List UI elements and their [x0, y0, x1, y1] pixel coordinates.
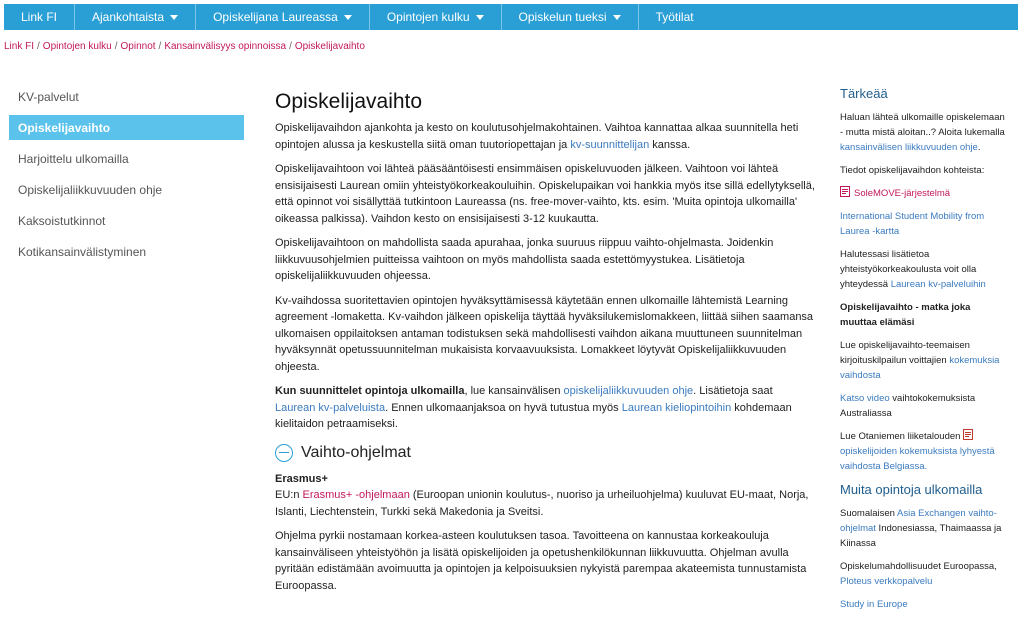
caret-down-icon [170, 15, 178, 20]
sidebar-heading-muita-opintoja: Muita opintoja ulkomailla [840, 482, 983, 497]
aside-text: Lue Otaniemen liiketalouden [840, 431, 964, 442]
aside-item [840, 597, 1005, 612]
aside-item [840, 110, 1005, 155]
belgium-stories-link[interactable]: opiskelijoiden kokemuksista lyhyestä vaihdosta Belgiassa. [840, 446, 995, 472]
kv-services-link[interactable]: Laurean kv-palveluista [275, 401, 386, 414]
caret-down-icon [613, 15, 621, 20]
aside-item [840, 186, 1005, 201]
breadcrumb-link-fi[interactable]: Link FI [4, 41, 35, 52]
nav-item-label: Opintojen kulku [386, 10, 470, 24]
nav-item-ajankohtaista[interactable] [75, 4, 196, 30]
paragraph-text: (Euroopan unionin koulutus-, nuoriso ja urheiluohjelma) kuuluvat EU-maat, Norja, Islanti, Liechtenstein, Turkki sekä Makedonia ja Sveitsi. [275, 489, 809, 518]
sidebar-item-opiskelijavaihto[interactable]: Opiskelijavaihto [9, 115, 244, 140]
right-sidebar [840, 86, 1005, 620]
nav-item-tyotilat[interactable] [639, 4, 711, 30]
erasmus-program-link[interactable]: Erasmus+ -ohjelmaan [302, 489, 410, 501]
paragraph-text: . Ennen ulkomaanjaksoa on hyvä tutustua myös [385, 401, 622, 414]
kv-suunnittelija-link[interactable]: kv-suunnittelijan [570, 138, 650, 151]
page-title: Opiskelijavaihto [275, 90, 423, 113]
breadcrumb-separator: / [114, 41, 118, 52]
aside-item: Tiedot opiskelijavaihdon kohteista: [840, 165, 985, 176]
aside-subheading: Opiskelijavaihto - matka joka muuttaa elämäsi [840, 302, 971, 328]
aside-item [840, 429, 1005, 474]
nav-item-link-fi[interactable] [4, 4, 75, 30]
aside-text: Lue opiskelijavaihto-teemaisen kirjoituskilpailun voittajien [840, 340, 970, 366]
sidebar-item-opiskelijaliikkuvuuden-ohje[interactable]: Opiskelijaliikkuvuuden ohje [18, 182, 163, 197]
section-heading-vaihto-ohjelmat[interactable] [275, 443, 815, 463]
nav-item-label: Työtilat [655, 10, 694, 24]
asia-exchange-link[interactable]: Asia Exchangen vaihto-ohjelmat [840, 508, 997, 534]
breadcrumb-separator: / [158, 41, 162, 52]
nav-item-label: Opiskelun tueksi [518, 10, 607, 24]
aside-text: vaihtokokemuksista Australiassa [840, 393, 976, 419]
document-icon [840, 186, 850, 197]
document-icon [963, 429, 973, 440]
paragraph-text: . Lisätietoja saat [693, 385, 773, 397]
watch-video-link[interactable]: Katso video [840, 393, 890, 404]
nav-item-label: Opiskelijana Laureassa [213, 10, 338, 24]
breadcrumb-separator: / [289, 41, 292, 52]
sidebar-item-kaksoistutkinnot[interactable]: Kaksoistutkinnot [18, 213, 106, 228]
top-navigation [4, 4, 1018, 30]
aside-item [840, 391, 1005, 421]
aside-text: Haluan lähteä ulkomaille opiskelemaan - mutta mistä aloitan..? Aloita lukemalla [840, 112, 1005, 138]
caret-down-icon [344, 15, 352, 20]
aside-item [840, 209, 1005, 239]
aside-text: Opiskelumahdollisuudet Euroopassa, [840, 561, 997, 572]
ploteus-link[interactable]: Ploteus verkkopalvelu [840, 576, 933, 587]
aside-text: Suomalaisen [840, 508, 898, 519]
sidebar-item-harjoittelu-ulkomailla[interactable]: Harjoittelu ulkomailla [18, 151, 129, 166]
mobility-guide-link[interactable]: opiskelijaliikkuvuuden ohje [563, 385, 694, 397]
aside-text: Halutessasi lisätietoa yhteistyökorkeakoulusta voit olla yhteydessä [840, 249, 977, 290]
collapse-minus-icon[interactable] [275, 444, 293, 462]
kv-services-aside-link[interactable]: Laurean kv-palveluihin [890, 279, 986, 290]
breadcrumb [4, 41, 365, 52]
breadcrumb-opinnot[interactable]: Opinnot [120, 41, 156, 52]
sidebar-item-kv-palvelut[interactable]: KV-palvelut [18, 89, 79, 104]
section-title: Vaihto-ohjelmat [301, 443, 411, 461]
paragraph-text: kohdemaan kielitaidon petraamiseksi. [275, 401, 792, 430]
sidebar-item-kotikansainvalistyminen[interactable]: Kotikansainvälistyminen [18, 244, 147, 259]
solemove-link[interactable]: SoleMOVE-järjestelmä [854, 188, 951, 199]
aside-text: Indonesiassa, Thaimaassa ja Kiinassa [840, 523, 1002, 549]
paragraph-exchange-timing: Opiskelijavaihtoon voi lähteä pääsääntöisesti ensimmäisen opiskeluvuoden jälkeen. Vaihtoon voi lähteä ensisijaisesti Laurean omiin yhteistyökorkeakouluihin. Opiskelupaikan voi hankkia myös itse sillä edellytyksellä, että opinnot voi sisällyttää tutkintoon Laureassa (ns. free-mover-vaihto, kts. esim. 'Muita opintoja ulkomailla' oikeassa palkissa). Vaihdon kesto on ensisijaisesti 3-12 kuukautta. [275, 163, 815, 225]
caret-down-icon [476, 15, 484, 20]
paragraph-erasmus-goals: Ohjelma pyrkii nostamaan korkea-asteen koulutuksen tasoa. Tavoitteena on kannustaa korkeakouluja kansainväliseen yhteistyöhön ja lisätä opiskelijoiden ja opetushenkilökunnan liikkuvuutta. Ohjelman avulla pyritään edistämään avoimuutta ja opintojen ja kelpoisuuksien nykyistä parempaa akateemista tunnustamista Euroopassa. [275, 530, 807, 592]
language-studies-link[interactable]: Laurean kieliopintoihin [621, 401, 732, 414]
paragraph-text: Opiskelijavaihdon ajankohta ja kesto on koulutusohjelmakohtainen. Vaihtoa kannattaa alkaa suunnitella heti opintojen alussa ja keskustella siitä oman tuutoriopettajan ja [275, 122, 799, 151]
sidebar-heading-tarkeaa: Tärkeää [840, 86, 888, 101]
paragraph-erasmus-countries [275, 487, 815, 520]
breadcrumb-kansainvalisyys[interactable]: Kansainvälisyys opinnoissa [164, 41, 287, 52]
study-in-europe-link[interactable]: Study in Europe [840, 599, 908, 610]
nav-item-opintojen-kulku[interactable] [370, 4, 502, 30]
intro-paragraph [275, 120, 815, 153]
exchange-stories-link[interactable]: kokemuksia vaihdosta [840, 355, 1000, 381]
aside-item [840, 247, 1005, 292]
mobility-map-link[interactable]: International Student Mobility from Laurea -kartta [840, 211, 985, 237]
breadcrumb-opintojen-kulku[interactable]: Opintojen kulku [42, 41, 112, 52]
nav-item-opiskelijana-laureassa[interactable] [196, 4, 370, 30]
aside-item [840, 506, 1005, 551]
main-content [275, 88, 815, 602]
erasmus-heading: Erasmus+ [275, 472, 328, 485]
nav-item-label: Link FI [21, 10, 58, 24]
nav-item-opiskelun-tueksi[interactable] [502, 4, 639, 30]
breadcrumb-separator: / [37, 41, 40, 52]
paragraph-text: kanssa. [649, 138, 691, 151]
aside-item [840, 559, 1005, 589]
paragraph-bold-lead: Kun suunnittelet opintoja ulkomailla [275, 385, 465, 397]
side-navigation [9, 84, 244, 270]
nav-item-label: Ajankohtaista [92, 10, 165, 24]
aside-text: . [977, 142, 981, 153]
paragraph-planning-studies [275, 383, 815, 433]
paragraph-grants: Opiskelijavaihtoon on mahdollista saada apurahaa, jonka suuruus riippuu vaihto-ohjelmasta. Joidenkin liikkuvuusohjelmien puitteissa vaihtoon on myös mahdollista saada estettömyystukea. Lisätietoja opiskelijaliikkuvuuden ohjeessa. [275, 237, 774, 282]
mobility-guide-aside-link[interactable]: kansainvälisen liikkuvuuden ohje [840, 142, 978, 153]
aside-item [840, 338, 1005, 383]
paragraph-text: EU:n [275, 489, 303, 501]
paragraph-text: , lue kansainvälisen [464, 385, 564, 397]
breadcrumb-current-opiskelijavaihto[interactable]: Opiskelijavaihto [294, 41, 365, 52]
paragraph-learning-agreement: Kv-vaihdossa suoritettavien opintojen hyväksyttämisessä käytetään ennen ulkomaille lähtemistä Learning agreement -lomaketta. Kv-vaihdon jälkeen opiskelija täyttää hyväksilukemislomakkeen, liittää siihen saamansa ulkomaisen oppilaitoksen antaman todistuksen sekä mahdollisesti vaihdon aikana muuttuneen suunnitelman hyväksynnät opetussuunnitelman mukaisista korvaavuuksista. Lomakkeet löytyvät Opiskelijaliikkuvuuden ohjeesta. [275, 294, 814, 373]
